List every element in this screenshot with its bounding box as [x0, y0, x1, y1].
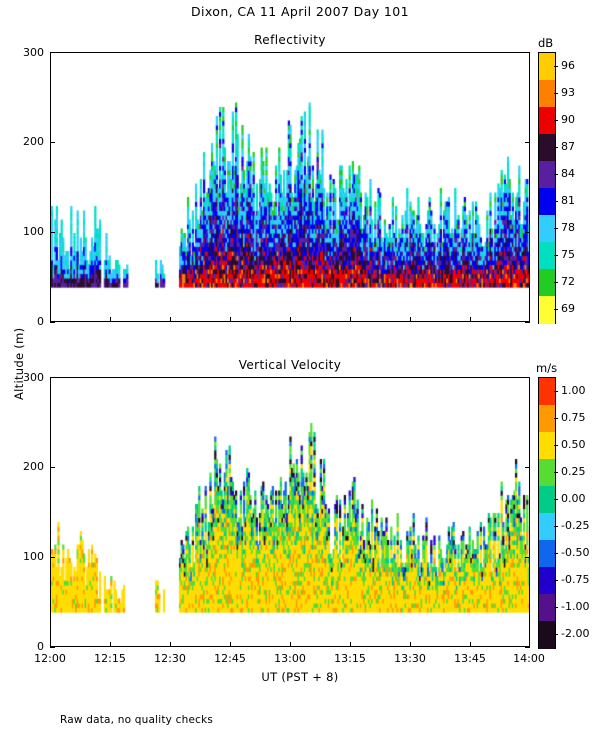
xtick-label: 13:45 — [454, 652, 486, 665]
colorbar-tick-label: 75 — [561, 247, 575, 261]
colorbar-swatch — [539, 161, 555, 189]
colorbar-tick-label: 69 — [561, 301, 575, 315]
colorbar-tick-label: 72 — [561, 274, 575, 288]
ytick-label: 300 — [23, 46, 44, 59]
xtick-label: 12:30 — [154, 652, 186, 665]
ytick-label: 300 — [23, 371, 44, 384]
ytick-label: 100 — [23, 550, 44, 563]
colorbar-tick-label: 87 — [561, 139, 575, 153]
colorbar-tick-label: 0.25 — [561, 464, 586, 478]
page-title: Dixon, CA 11 April 2007 Day 101 — [190, 4, 409, 19]
colorbar-swatch — [539, 513, 555, 541]
colorbar-swatch — [539, 80, 555, 108]
ytick-label: 200 — [23, 460, 44, 473]
colorbar-tick-label: -0.75 — [561, 572, 590, 586]
ytick-label: 100 — [23, 225, 44, 238]
y-axis-label: Altitude (m) — [12, 327, 26, 400]
colorbar-tick-label: 78 — [561, 220, 575, 234]
colorbar-swatch — [539, 459, 555, 487]
colorbar-tick-label: 96 — [561, 58, 575, 72]
ytick-label: 200 — [23, 135, 44, 148]
colorbar-tick-label: 1.00 — [561, 383, 586, 397]
colorbar-swatch — [539, 432, 555, 460]
colorbar-tick-label: 0.00 — [561, 491, 586, 505]
colorbar-swatch — [539, 53, 555, 81]
colorbar-swatch — [539, 242, 555, 270]
xtick-label: 14:00 — [513, 652, 545, 665]
colorbar-tick-label: 90 — [561, 112, 575, 126]
colorbar-title-db: dB — [538, 36, 554, 50]
colorbar-swatch — [539, 107, 555, 135]
colorbar-tick-label: 81 — [561, 193, 575, 207]
ytick-label: 0 — [37, 640, 44, 653]
colorbar-tick-label: 93 — [561, 85, 575, 99]
x-axis-label: UT (PST + 8) — [261, 670, 339, 684]
colorbar-tick-label: -0.25 — [561, 518, 590, 532]
colorbar-tick-label: -0.50 — [561, 545, 590, 559]
colorbar-title-ms: m/s — [536, 361, 558, 375]
xtick-label: 13:00 — [274, 652, 306, 665]
colorbar-tick-label: 0.50 — [561, 437, 586, 451]
colorbar-tick-label: 0.75 — [561, 410, 586, 424]
colorbar-tick-label: 84 — [561, 166, 575, 180]
colorbar-swatch — [539, 621, 555, 649]
xtick-label: 13:15 — [334, 652, 366, 665]
colorbar-swatch — [539, 269, 555, 297]
colorbar-swatch — [539, 594, 555, 622]
panel-title-vertical-velocity: Vertical Velocity — [238, 358, 342, 372]
colorbar-swatch — [539, 134, 555, 162]
reflectivity-plot — [50, 52, 530, 322]
panel-title-reflectivity: Reflectivity — [254, 33, 326, 47]
colorbar-tick-label: -2.00 — [561, 626, 590, 640]
xtick-label: 12:15 — [94, 652, 126, 665]
colorbar-swatch — [539, 215, 555, 243]
xtick-label: 12:45 — [214, 652, 246, 665]
colorbar-swatch — [539, 540, 555, 568]
colorbar-swatch — [539, 567, 555, 595]
xtick-label: 12:00 — [34, 652, 66, 665]
ytick-label: 0 — [37, 315, 44, 328]
colorbar-swatch — [539, 188, 555, 216]
xtick-label: 13:30 — [394, 652, 426, 665]
colorbar-swatch — [539, 486, 555, 514]
vertical-velocity-plot — [50, 377, 530, 647]
colorbar-swatch — [539, 378, 555, 406]
colorbar-swatch — [539, 405, 555, 433]
colorbar-swatch — [539, 296, 555, 324]
colorbar-tick-label: -1.00 — [561, 599, 590, 613]
footnote: Raw data, no quality checks — [60, 714, 214, 726]
